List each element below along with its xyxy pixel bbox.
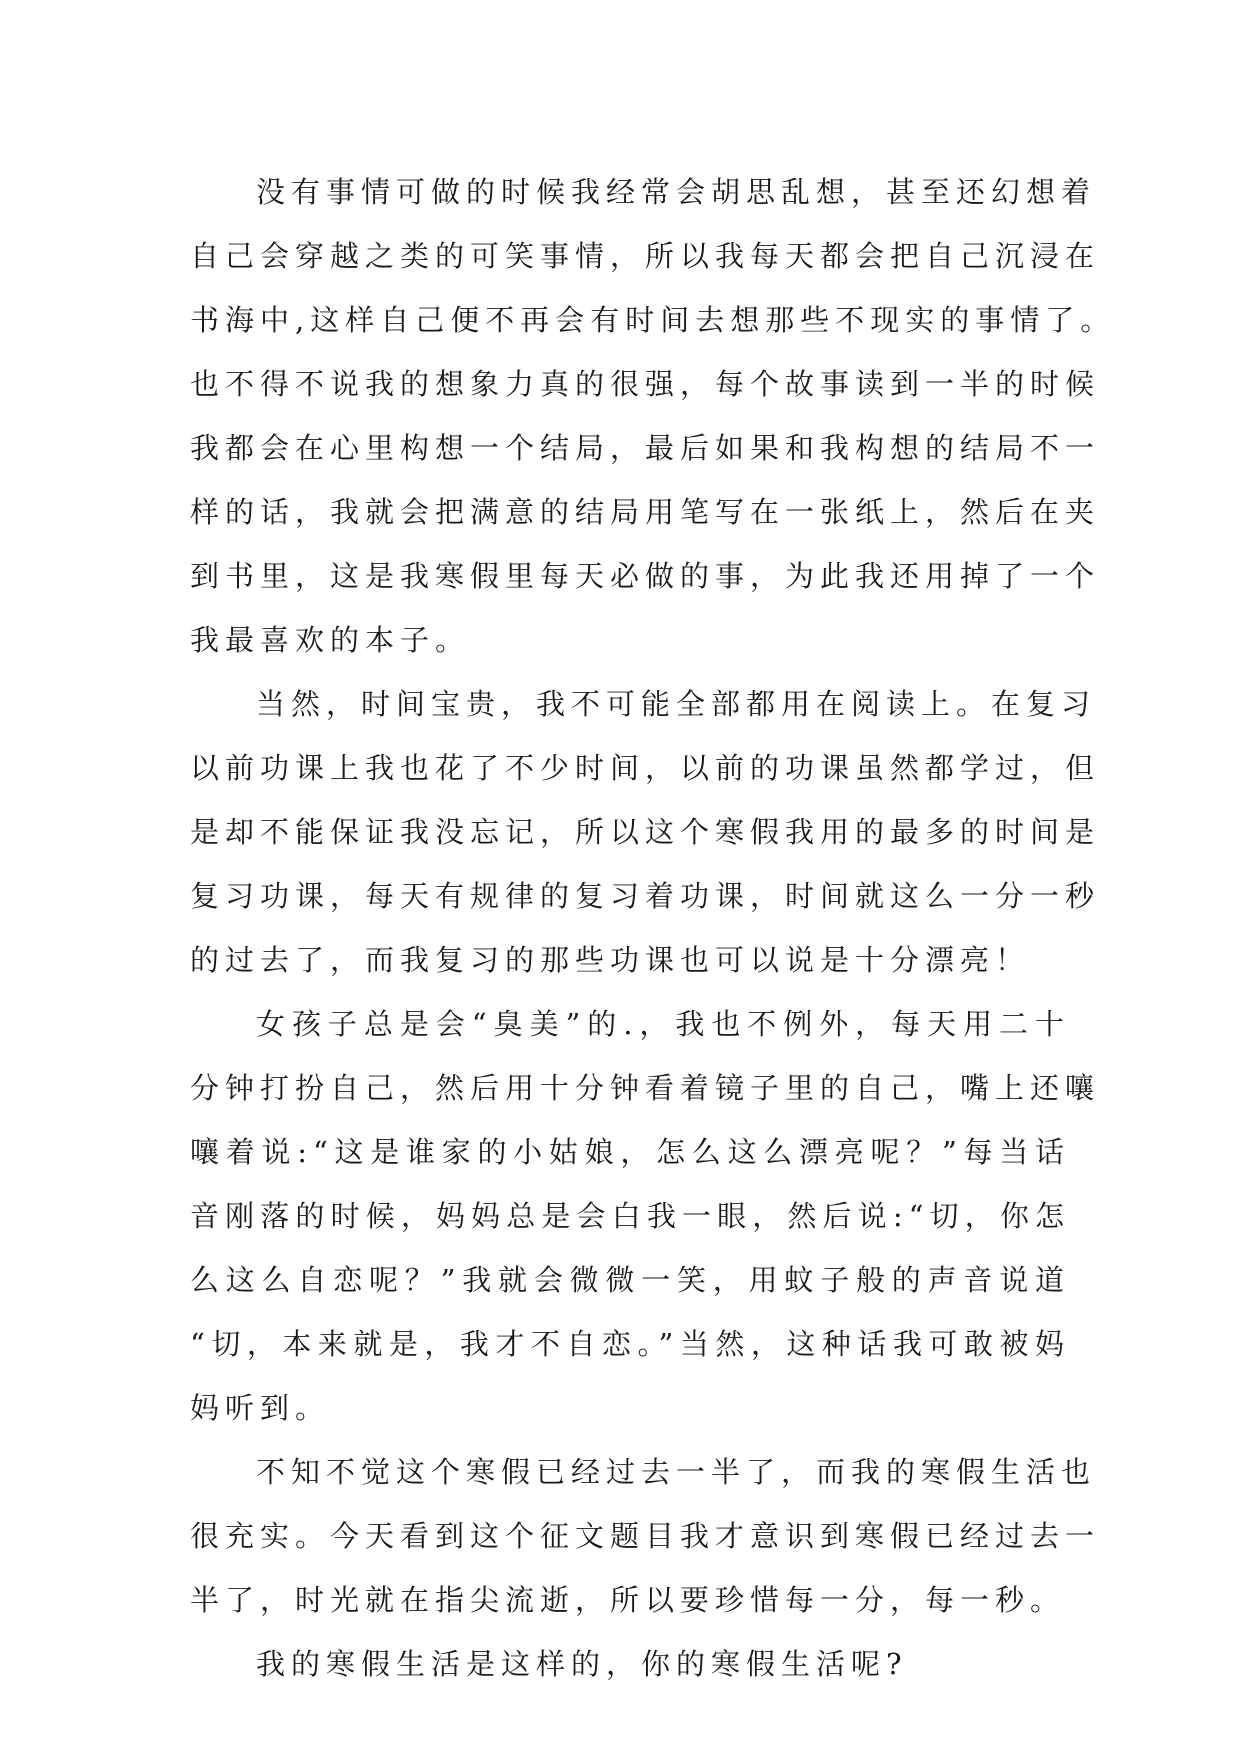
text-line: 很充实。今天看到这个征文题目我才意识到寒假已经过去一 [190, 1519, 1101, 1553]
text-line: “切，本来就是，我才不自恋。”当然，这种话我可敢被妈 [190, 1327, 1070, 1361]
text-line: 的过去了，而我复习的那些功课也可以说是十分漂亮！ [190, 943, 1031, 977]
paragraph-closing [190, 1632, 1070, 1696]
text-line: 没有事情可做的时候我经常会胡思乱想，甚至还幻想着 [256, 175, 1097, 209]
text-line: 音刚落的时候，妈妈总是会白我一眼，然后说:“切，你怎 [190, 1199, 1070, 1233]
text-line: 么这么自恋呢？”我就会微微一笑，用蚊子般的声音说道 [190, 1263, 1070, 1297]
text-line: 也不得不说我的想象力真的很强，每个故事读到一半的时候 [190, 367, 1101, 401]
text-line: 复习功课，每天有规律的复习着功课，时间就这么一分一秒 [190, 879, 1101, 913]
text-line: 样的话，我就会把满意的结局用笔写在一张纸上，然后在夹 [190, 495, 1101, 529]
paragraph-half-passed [190, 1440, 1101, 1632]
paragraph-mirror [190, 992, 1101, 1440]
text-line: 到书里，这是我寒假里每天必做的事，为此我还用掉了一个 [190, 559, 1101, 593]
text-line: 是却不能保证我没忘记，所以这个寒假我用的最多的时间是 [190, 815, 1101, 849]
text-line: 我最喜欢的本子。 [190, 623, 471, 657]
document-page [190, 160, 1116, 1696]
text-line: 半了，时光就在指尖流逝，所以要珍惜每一分，每一秒。 [190, 1583, 1066, 1617]
text-line: 不知不觉这个寒假已经过去一半了，而我的寒假生活也 [256, 1455, 1097, 1489]
text-line: 自己会穿越之类的可笑事情，所以我每天都会把自己沉浸在 [190, 239, 1101, 273]
text-line: 妈听到。 [190, 1391, 331, 1425]
paragraph-review [190, 672, 1101, 992]
text-line: 我都会在心里构想一个结局，最后如果和我构想的结局不一 [190, 431, 1101, 465]
text-line: 以前功课上我也花了不少时间，以前的功课虽然都学过，但 [190, 751, 1101, 785]
text-line: 嚷着说:“这是谁家的小姑娘，怎么这么漂亮呢？”每当话 [190, 1135, 1070, 1169]
text-line: 书海中,这样自己便不再会有时间去想那些不现实的事情了。 [190, 303, 1116, 337]
text-line: 当然，时间宝贵，我不可能全部都用在阅读上。在复习 [256, 687, 1097, 721]
text-line: 女孩子总是会“臭美”的.，我也不例外，每天用二十 [256, 1007, 1070, 1041]
text-line: 我的寒假生活是这样的，你的寒假生活呢? [256, 1647, 908, 1681]
text-line: 分钟打扮自己，然后用十分钟看着镜子里的自己，嘴上还嚷 [190, 1071, 1101, 1105]
paragraph-reading [190, 160, 1116, 672]
